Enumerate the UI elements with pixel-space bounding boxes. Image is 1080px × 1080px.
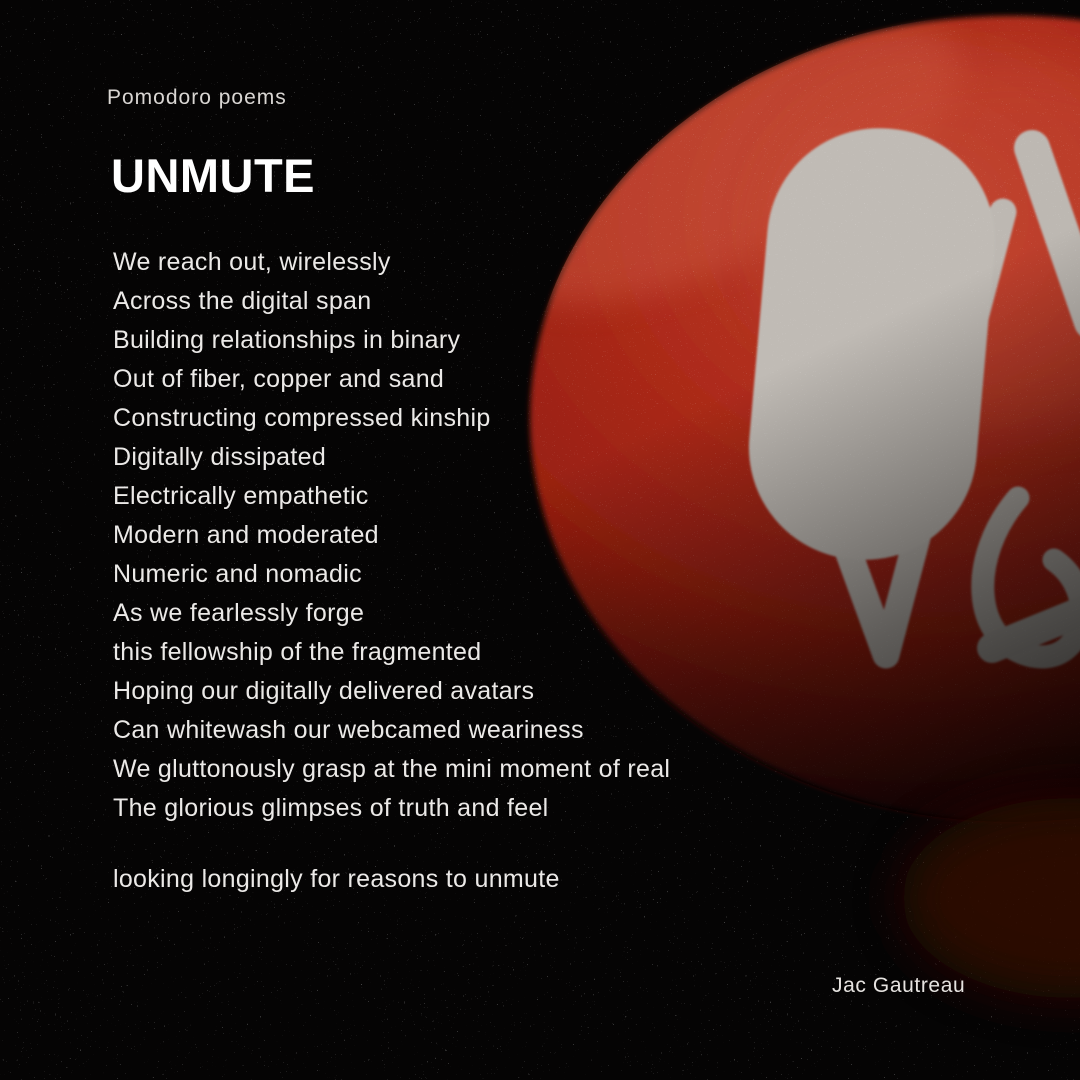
poem-line: Building relationships in binary [113,326,461,354]
poem-line: The glorious glimpses of truth and feel [113,794,549,822]
poem-title: UNMUTE [111,149,316,202]
poem-line: We gluttonously grasp at the mini moment of real [113,755,671,783]
poem-line: Digitally dissipated [113,443,327,471]
poem-line: Numeric and nomadic [113,560,362,588]
poem-line: Hoping our digitally delivered avatars [113,677,535,705]
poem-line: As we fearlessly forge [113,599,365,627]
poem-line: Out of fiber, copper and sand [113,365,445,393]
poem-line: this fellowship of the fragmented [113,638,482,666]
poem-line: We reach out, wirelessly [113,248,391,276]
poem-line: Can whitewash our webcamed weariness [113,716,584,744]
poem-line: Electrically empathetic [113,482,369,510]
poem-line: Across the digital span [113,287,372,315]
poem-line: Modern and moderated [113,521,379,549]
poem-lines [113,243,670,828]
author-name: Jac Gautreau [832,974,966,997]
series-label: Pomodoro poems [107,86,287,109]
poem-final-line: looking longingly for reasons to unmute [113,865,560,893]
poem-line: Constructing compressed kinship [113,404,491,432]
